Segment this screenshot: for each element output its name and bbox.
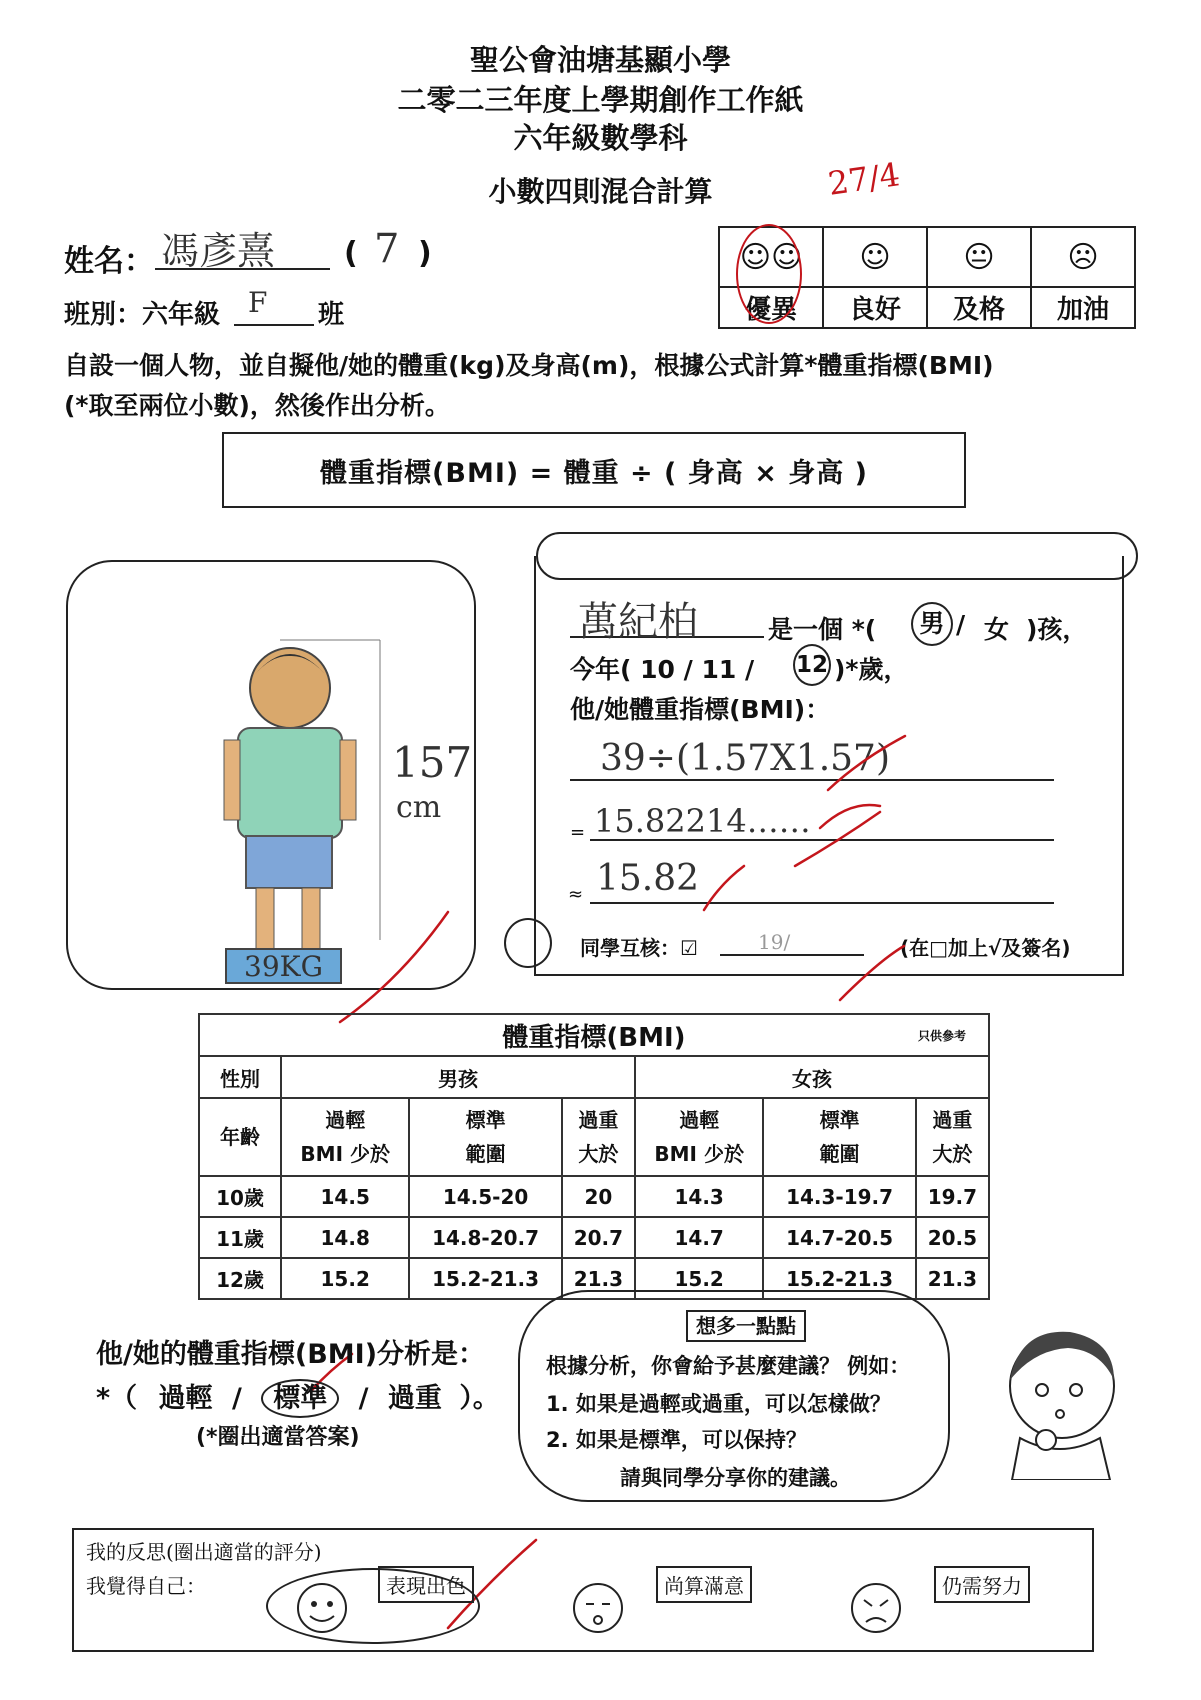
name-value: 馮彥熹 <box>161 229 276 273</box>
subject-title: 六年級數學科 <box>513 121 688 155</box>
analysis-opt-overweight: 過重 <box>387 1383 442 1414</box>
table-cell: 14.3 <box>635 1176 763 1217</box>
table-cell: 15.2-21.3 <box>409 1258 561 1299</box>
bmi-reference-table <box>198 1013 990 1300</box>
name-label: 姓名： <box>64 244 154 279</box>
table-cell: 21.3 <box>916 1258 989 1299</box>
analysis-close: ）。 <box>459 1383 500 1414</box>
rating-label-excellent: 優異 <box>719 287 823 328</box>
peer-check-note: (在□加上√及簽名) <box>900 936 1071 960</box>
table-cell: 14.7 <box>635 1217 763 1258</box>
age-selected-circled: 12 <box>793 644 831 686</box>
analysis-opt-normal-circled: 標準 <box>261 1379 339 1418</box>
age-prefix: 今年( 10 / 11 / <box>570 655 755 684</box>
excellent-face-icon <box>292 1580 362 1636</box>
table-cell: 21.3 <box>562 1258 635 1299</box>
needs-effort-face-icon <box>846 1580 916 1636</box>
thinking-boy-icon <box>990 1320 1130 1480</box>
col-head <box>281 1098 409 1176</box>
height-unit: cm <box>396 790 442 825</box>
table-cell: 20.7 <box>562 1217 635 1258</box>
col-head-line2: BMI 少於 <box>300 1142 390 1166</box>
number-close: ) <box>418 236 432 271</box>
think-more-item2: 2. 如果是標準，可以保持？ <box>546 1428 807 1452</box>
col-head-line1: 過輕 <box>679 1108 720 1132</box>
calc-equals-sign: = <box>570 822 586 843</box>
col-head-line2: BMI 少於 <box>654 1142 744 1166</box>
think-more-title: 想多一點點 <box>686 1310 806 1342</box>
analysis-options <box>96 1376 500 1415</box>
row-age: 11歲 <box>199 1217 281 1258</box>
analysis-sep-1: / <box>231 1383 242 1414</box>
weight-label: 39KG <box>244 950 323 983</box>
school-name: 聖公會油塘基顯小學 <box>469 43 731 77</box>
col-head-line2: 大於 <box>578 1142 619 1166</box>
analysis-opt-underweight: 過輕 <box>158 1383 213 1414</box>
think-more-intro: 根據分析，你會給予甚麼建議？ 例如： <box>546 1354 911 1378</box>
class-value: F <box>248 286 268 319</box>
reflection-title: 我的反思(圈出適當的評分) <box>86 1540 322 1564</box>
class-suffix: 班 <box>318 300 345 330</box>
table-cell: 20.5 <box>916 1217 989 1258</box>
think-more-title-box <box>686 1310 806 1339</box>
col-head-line2: 範圍 <box>465 1142 506 1166</box>
col-head <box>635 1098 763 1176</box>
peer-check-sign: 19/ <box>758 930 791 954</box>
col-head <box>916 1098 989 1176</box>
calc-approx-sign: ≈ <box>568 884 584 905</box>
col-head-line1: 過輕 <box>325 1108 366 1132</box>
gender-female: 女 <box>984 615 1010 644</box>
calc-step-2: 15.82214…… <box>594 802 811 840</box>
col-head-line1: 標準 <box>819 1108 860 1132</box>
topic-title: 小數四則混合計算 <box>488 175 713 208</box>
age-header: 年齡 <box>199 1098 281 1176</box>
col-head <box>763 1098 915 1176</box>
gender-header: 性別 <box>199 1056 281 1098</box>
table-cell: 14.5-20 <box>409 1176 561 1217</box>
character-name: 萬紀柏 <box>578 599 698 645</box>
table-cell: 19.7 <box>916 1176 989 1217</box>
face-tryharder-icon: ☹ <box>1031 227 1135 287</box>
rating-label-good: 良好 <box>823 287 927 328</box>
reflection-option-excellent: 表現出色 <box>378 1566 474 1603</box>
child-text: )孩， <box>1026 615 1088 644</box>
table-cell: 15.2-21.3 <box>763 1258 915 1299</box>
row-age: 12歲 <box>199 1258 281 1299</box>
table-cell: 20 <box>562 1176 635 1217</box>
class-label: 班別：六年級 <box>64 300 221 330</box>
col-head-line2: 範圍 <box>819 1142 860 1166</box>
table-cell: 14.8-20.7 <box>409 1217 561 1258</box>
col-head-line2: 大於 <box>932 1142 973 1166</box>
instruction-line1: 自設一個人物，並自擬他/她的體重(kg)及身高(m)，根據公式計算*體重指標(BMI) <box>64 351 994 380</box>
reflection-option-needs-effort: 仍需努力 <box>934 1566 1030 1603</box>
rating-label-pass: 及格 <box>927 287 1031 328</box>
table-cell: 14.5 <box>281 1176 409 1217</box>
gender-male-circled: 男 <box>911 602 953 646</box>
satisfactory-face-icon <box>568 1580 638 1636</box>
calc-step-3: 15.82 <box>596 858 700 899</box>
face-excellent-icon: ☺☺ <box>719 227 823 287</box>
number-open: ( <box>344 236 358 271</box>
bmi-table-note: 只供參考 <box>917 1029 966 1043</box>
table-cell: 14.8 <box>281 1217 409 1258</box>
think-more-share: 請與同學分享你的建議。 <box>620 1466 851 1490</box>
face-pass-icon: 😐 <box>927 227 1031 287</box>
table-cell: 15.2 <box>281 1258 409 1299</box>
bmi-label: 他/她體重指標(BMI)： <box>570 695 831 724</box>
age-suffix: )*歲， <box>834 655 909 684</box>
analysis-note: (*圈出適當答案) <box>196 1425 360 1450</box>
bmi-table-title: 體重指標(BMI) <box>502 1022 686 1053</box>
analysis-sep-2: / <box>358 1383 369 1414</box>
peer-check-label: 同學互核：☑ <box>580 936 698 960</box>
think-more-item1: 1. 如果是過輕或過重，可以怎樣做？ <box>546 1392 891 1416</box>
face-good-icon: ☺ <box>823 227 927 287</box>
table-row <box>199 1176 989 1217</box>
girl-header: 女孩 <box>635 1056 989 1098</box>
number-value: 7 <box>374 226 400 272</box>
instruction-line2: (*取至兩位小數)，然後作出分析。 <box>64 391 450 420</box>
table-cell: 15.2 <box>635 1258 763 1299</box>
rating-label-tryharder: 加油 <box>1031 287 1135 328</box>
teacher-date-mark: 27/4 <box>825 155 903 203</box>
col-head <box>409 1098 561 1176</box>
worksheet-title: 二零二三年度上學期創作工作紙 <box>397 83 804 117</box>
height-label: 157 <box>392 738 473 787</box>
col-head-line1: 標準 <box>465 1108 506 1132</box>
col-head-line1: 過重 <box>578 1108 619 1132</box>
analysis-star-open: *（ <box>96 1383 138 1414</box>
row-age: 10歲 <box>199 1176 281 1217</box>
reflection-prompt: 我覺得自己： <box>86 1574 206 1598</box>
analysis-line: 他/她的體重指標(BMI)分析是： <box>96 1339 486 1370</box>
table-cell: 14.3-19.7 <box>763 1176 915 1217</box>
col-head <box>562 1098 635 1176</box>
is-a-text: 是一個 *( <box>768 615 877 644</box>
gender-slash: / <box>956 610 966 639</box>
boy-header: 男孩 <box>281 1056 635 1098</box>
reflection-option-satisfactory: 尚算滿意 <box>656 1566 752 1603</box>
table-cell: 14.7-20.5 <box>763 1217 915 1258</box>
col-head-line1: 過重 <box>932 1108 973 1132</box>
table-row <box>199 1217 989 1258</box>
calc-step-1: 39÷(1.57X1.57) <box>600 738 891 779</box>
bmi-formula: 體重指標(BMI) = 體重 ÷ ( 身高 × 身高 ) <box>320 457 868 489</box>
